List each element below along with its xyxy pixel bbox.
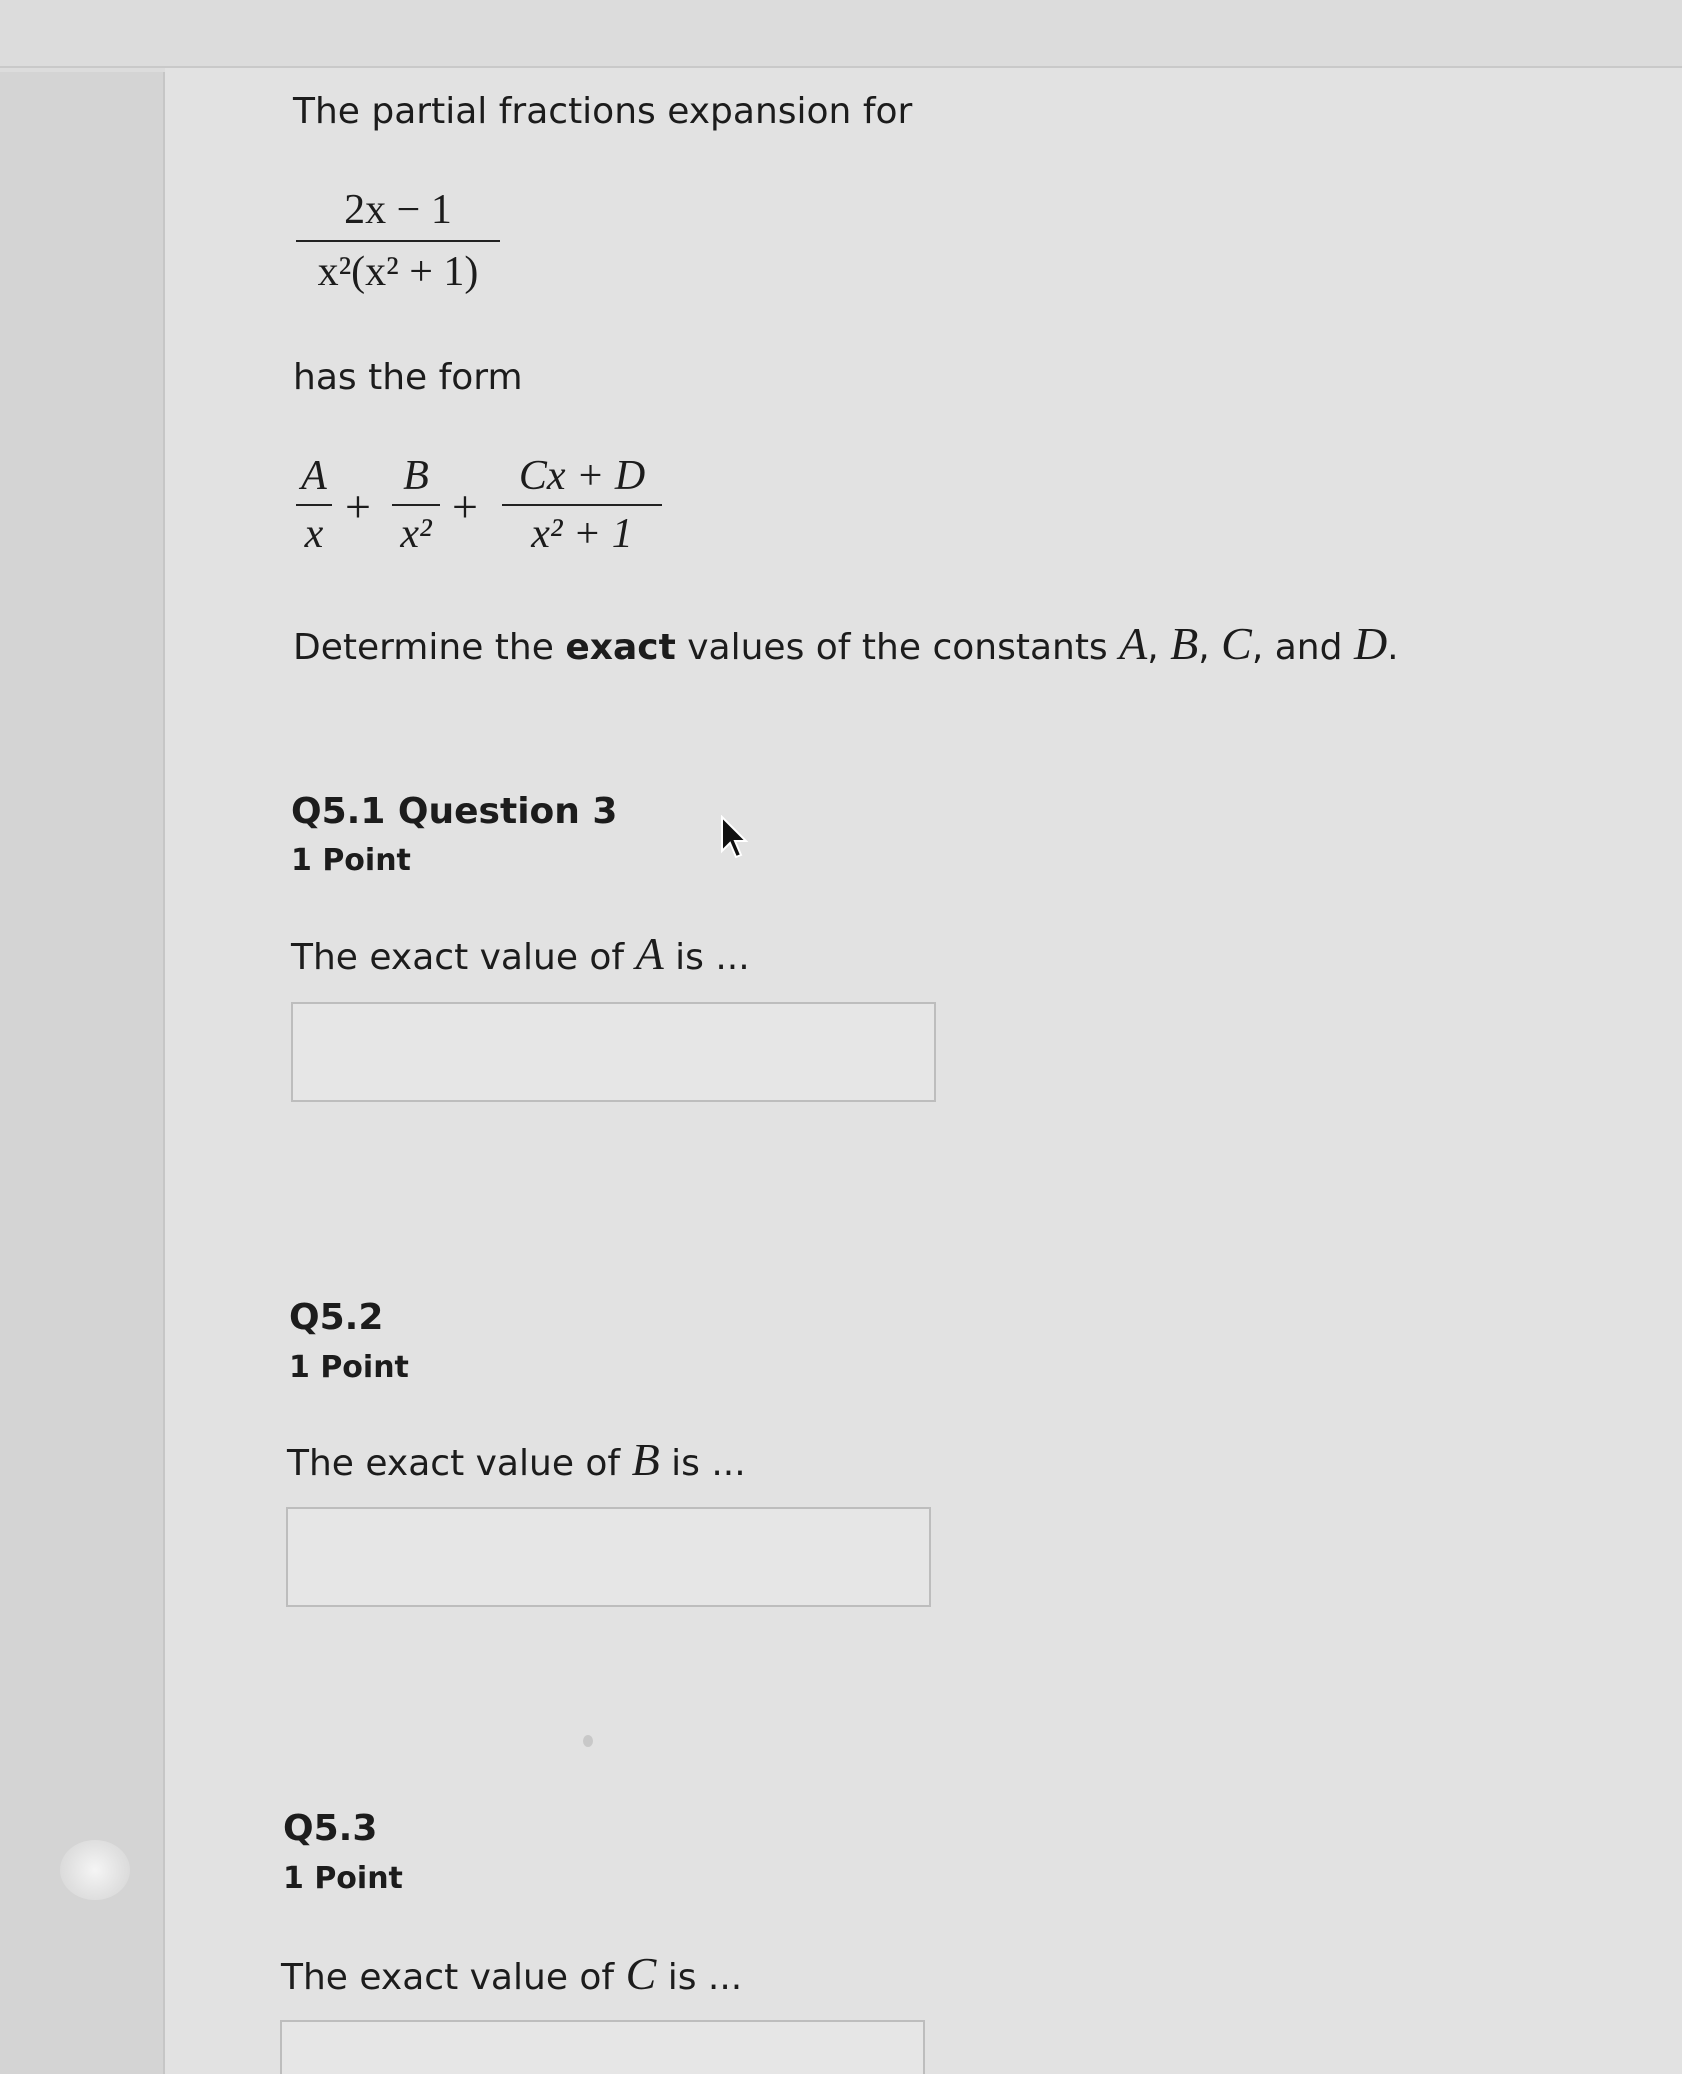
question-points: 1 Point <box>289 1350 409 1385</box>
question-title: Q5.2 <box>289 1297 384 1338</box>
answer-input-c[interactable] <box>280 2020 925 2074</box>
screen-speck <box>583 1735 593 1747</box>
question-prompt: The exact value of A is ... <box>291 928 750 979</box>
form-term-cd: Cx + D x² + 1 <box>502 452 662 558</box>
expression-fraction <box>296 186 500 296</box>
question-points: 1 Point <box>283 1861 403 1896</box>
plus-sign: + <box>452 481 478 532</box>
determine-instruction: Determine the exact values of the constants A, B, C, and D. <box>293 618 1399 669</box>
left-gutter <box>0 72 163 2074</box>
answer-input-b[interactable] <box>286 1507 931 1607</box>
has-form-text: has the form <box>293 357 523 398</box>
screen-glare <box>60 1840 130 1900</box>
question-prompt: The exact value of C is ... <box>281 1948 743 1999</box>
plus-sign: + <box>345 481 371 532</box>
form-term-a: A x <box>296 452 332 558</box>
mouse-pointer-icon <box>720 815 750 863</box>
expression-numerator: 2x − 1 <box>344 187 452 233</box>
form-term-b: B x² <box>392 452 440 558</box>
answer-input-a[interactable] <box>291 1002 936 1102</box>
question-title: Q5.1 Question 3 <box>291 791 618 832</box>
problem-intro: The partial fractions expansion for <box>293 91 913 132</box>
question-points: 1 Point <box>291 843 411 878</box>
expression-denominator: x²(x² + 1) <box>317 249 479 295</box>
question-prompt: The exact value of B is ... <box>287 1434 746 1485</box>
question-title: Q5.3 <box>283 1808 378 1849</box>
